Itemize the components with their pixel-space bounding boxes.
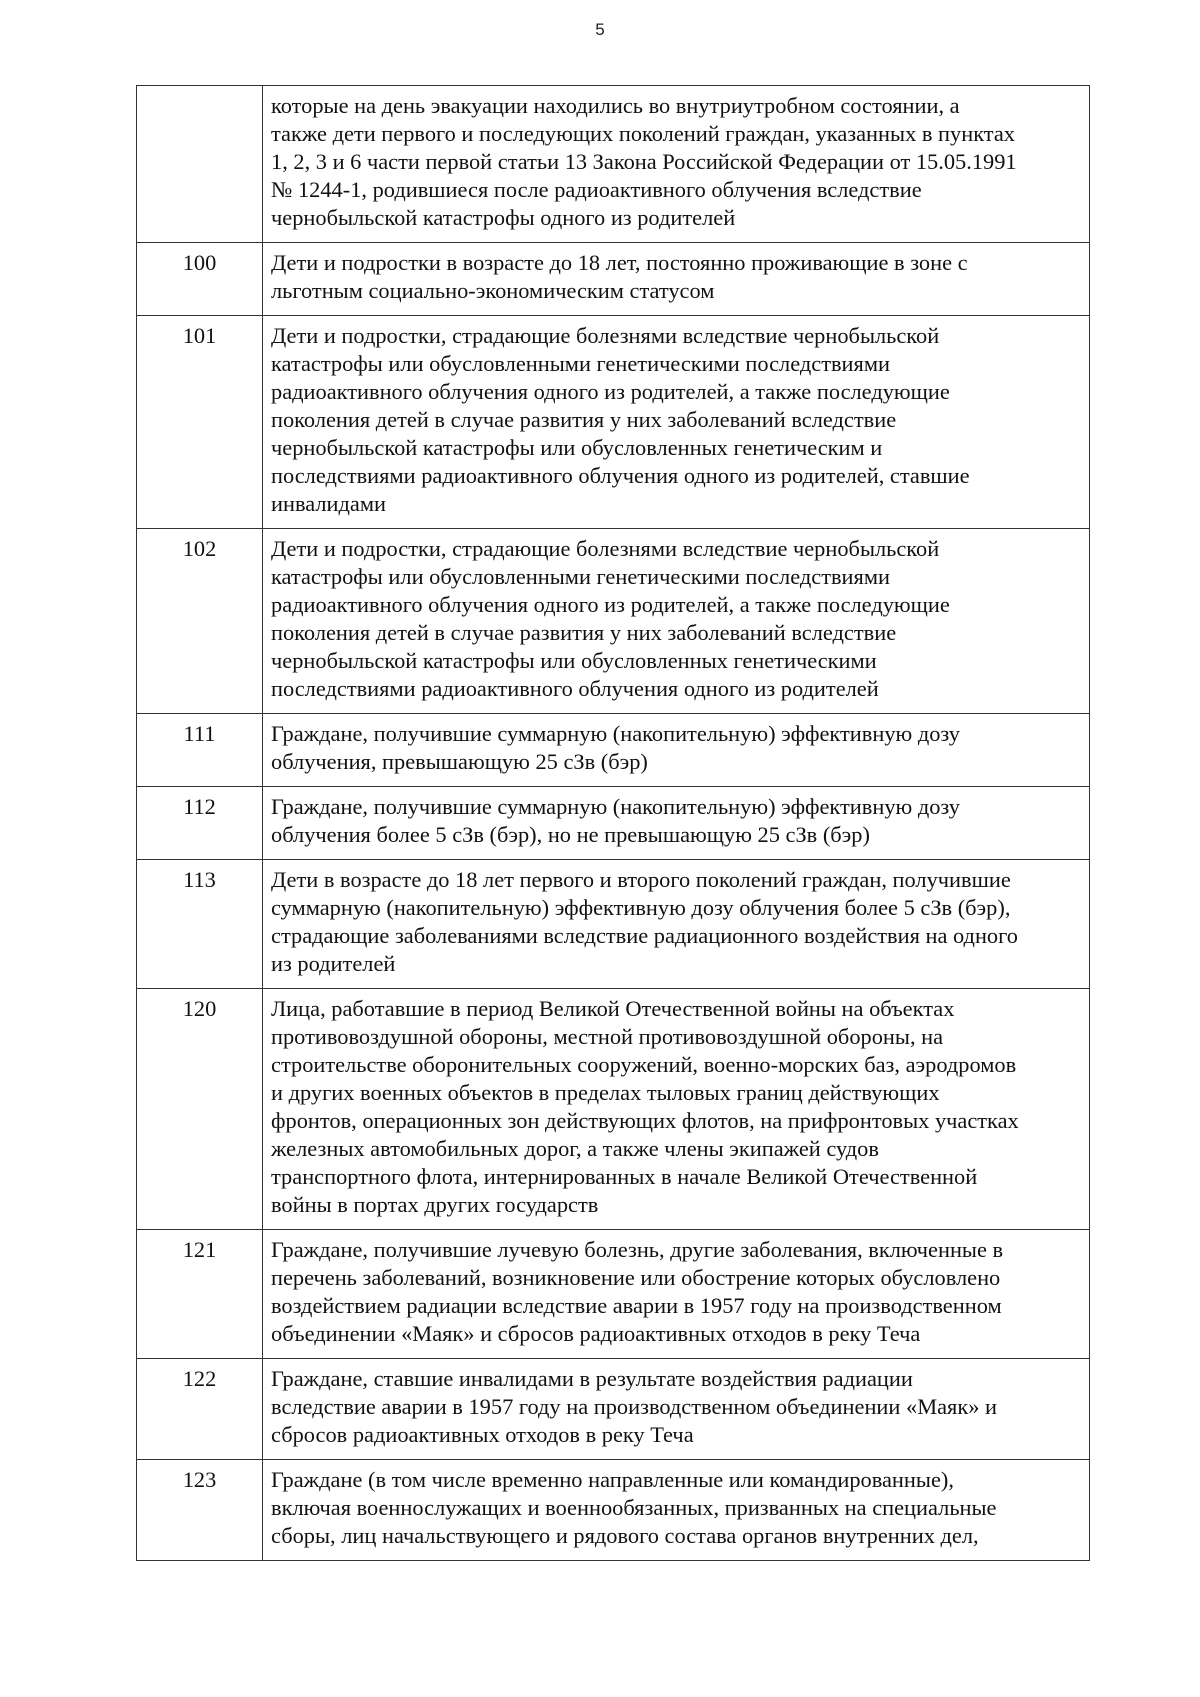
description-line: № 1244-1, родившиеся после радиоактивного облучения вследствие — [271, 177, 922, 202]
category-code-cell: 122 — [137, 1359, 263, 1460]
description-line: также дети первого и последующих поколений граждан, указанных в пунктах — [271, 121, 1015, 146]
description-line: катастрофы или обусловленными генетическими последствиями — [271, 564, 890, 589]
description-line: Дети в возрасте до 18 лет первого и второго поколений граждан, получившие — [271, 867, 1011, 892]
description-line: войны в портах других государств — [271, 1192, 599, 1217]
category-code-cell: 120 — [137, 989, 263, 1230]
category-code-cell: 102 — [137, 529, 263, 714]
category-description-cell — [263, 529, 1090, 714]
description-line: Лица, работавшие в период Великой Отечественной войны на объектах — [271, 996, 955, 1021]
description-line: последствиями радиоактивного облучения одного из родителей — [271, 676, 879, 701]
table-row — [137, 787, 1090, 860]
description-line: которые на день эвакуации находились во внутриутробном состоянии, а — [271, 93, 960, 118]
description-line: объединении «Маяк» и сбросов радиоактивных отходов в реку Теча — [271, 1321, 921, 1346]
description-line: поколения детей в случае развития у них заболеваний вследствие — [271, 407, 897, 432]
table-row — [137, 860, 1090, 989]
description-line: Граждане, получившие лучевую болезнь, другие заболевания, включенные в — [271, 1237, 1004, 1262]
category-description-cell — [263, 860, 1090, 989]
description-line: последствиями радиоактивного облучения одного из родителей, ставшие — [271, 463, 970, 488]
description-line: Граждане, ставшие инвалидами в результате воздействия радиации — [271, 1366, 913, 1391]
description-line: инвалидами — [271, 491, 387, 516]
category-description-cell — [263, 989, 1090, 1230]
category-code-cell: 121 — [137, 1230, 263, 1359]
category-table — [136, 85, 1090, 1561]
description-line: катастрофы или обусловленными генетическими последствиями — [271, 351, 890, 376]
description-line: противовоздушной обороны, местной противовоздушной обороны, на — [271, 1024, 944, 1049]
category-description-cell — [263, 1460, 1090, 1561]
page-number: 5 — [595, 20, 605, 39]
description-line: перечень заболеваний, возникновение или обострение которых обусловлено — [271, 1265, 1001, 1290]
description-line: транспортного флота, интернированных в начале Великой Отечественной — [271, 1164, 978, 1189]
description-line: суммарную (накопительную) эффективную дозу облучения более 5 сЗв (бэр), — [271, 895, 1011, 920]
category-code-cell — [137, 86, 263, 243]
description-line: фронтов, операционных зон действующих флотов, на прифронтовых участках — [271, 1108, 1019, 1133]
category-description-cell — [263, 316, 1090, 529]
table-row — [137, 1230, 1090, 1359]
description-line: чернобыльской катастрофы или обусловленных генетическими — [271, 648, 877, 673]
description-line: поколения детей в случае развития у них заболеваний вследствие — [271, 620, 897, 645]
description-line: Дети и подростки в возрасте до 18 лет, постоянно проживающие в зоне с — [271, 250, 968, 275]
table-row — [137, 989, 1090, 1230]
description-line: вследствие аварии в 1957 году на производственном объединении «Маяк» и — [271, 1394, 997, 1419]
category-code-cell: 111 — [137, 714, 263, 787]
category-code-cell: 113 — [137, 860, 263, 989]
table-row — [137, 1359, 1090, 1460]
description-line: облучения, превышающую 25 сЗв (бэр) — [271, 749, 648, 774]
category-code-cell: 101 — [137, 316, 263, 529]
category-description-cell — [263, 86, 1090, 243]
description-line: включая военнослужащих и военнообязанных, призванных на специальные — [271, 1495, 997, 1520]
category-code-cell: 123 — [137, 1460, 263, 1561]
description-line: Граждане (в том числе временно направленные или командированные), — [271, 1467, 954, 1492]
description-line: страдающие заболеваниями вследствие радиационного воздействия на одного — [271, 923, 1018, 948]
description-line: радиоактивного облучения одного из родителей, а также последующие — [271, 379, 950, 404]
description-line: воздействием радиации вследствие аварии в 1957 году на производственном — [271, 1293, 1002, 1318]
table-row — [137, 86, 1090, 243]
description-line: из родителей — [271, 951, 396, 976]
description-line: и других военных объектов в пределах тыловых границ действующих — [271, 1080, 940, 1105]
description-line: 1, 2, 3 и 6 части первой статьи 13 Закона Российской Федерации от 15.05.1991 — [271, 149, 1017, 174]
category-code-cell: 100 — [137, 243, 263, 316]
category-code-cell: 112 — [137, 787, 263, 860]
description-line: облучения более 5 сЗв (бэр), но не превышающую 25 сЗв (бэр) — [271, 822, 870, 847]
description-line: радиоактивного облучения одного из родителей, а также последующие — [271, 592, 950, 617]
description-line: Граждане, получившие суммарную (накопительную) эффективную дозу — [271, 721, 961, 746]
table-body — [137, 86, 1090, 1561]
description-line: сборы, лиц начальствующего и рядового состава органов внутренних дел, — [271, 1523, 979, 1548]
description-line: железных автомобильных дорог, а также члены экипажей судов — [271, 1136, 879, 1161]
table-row — [137, 316, 1090, 529]
description-line: чернобыльской катастрофы или обусловленных генетическим и — [271, 435, 883, 460]
category-description-cell — [263, 787, 1090, 860]
category-description-cell — [263, 714, 1090, 787]
table-row — [137, 243, 1090, 316]
description-line: чернобыльской катастрофы одного из родителей — [271, 205, 736, 230]
description-line: строительстве оборонительных сооружений, военно-морских баз, аэродромов — [271, 1052, 1017, 1077]
description-line: Дети и подростки, страдающие болезнями вследствие чернобыльской — [271, 536, 940, 561]
category-description-cell — [263, 1359, 1090, 1460]
description-line: Граждане, получившие суммарную (накопительную) эффективную дозу — [271, 794, 961, 819]
description-line: Дети и подростки, страдающие болезнями вследствие чернобыльской — [271, 323, 940, 348]
table-row — [137, 529, 1090, 714]
category-description-cell — [263, 1230, 1090, 1359]
category-description-cell — [263, 243, 1090, 316]
table-row — [137, 714, 1090, 787]
description-line: льготным социально-экономическим статусом — [271, 278, 715, 303]
description-line: сбросов радиоактивных отходов в реку Теча — [271, 1422, 694, 1447]
table-row — [137, 1460, 1090, 1561]
